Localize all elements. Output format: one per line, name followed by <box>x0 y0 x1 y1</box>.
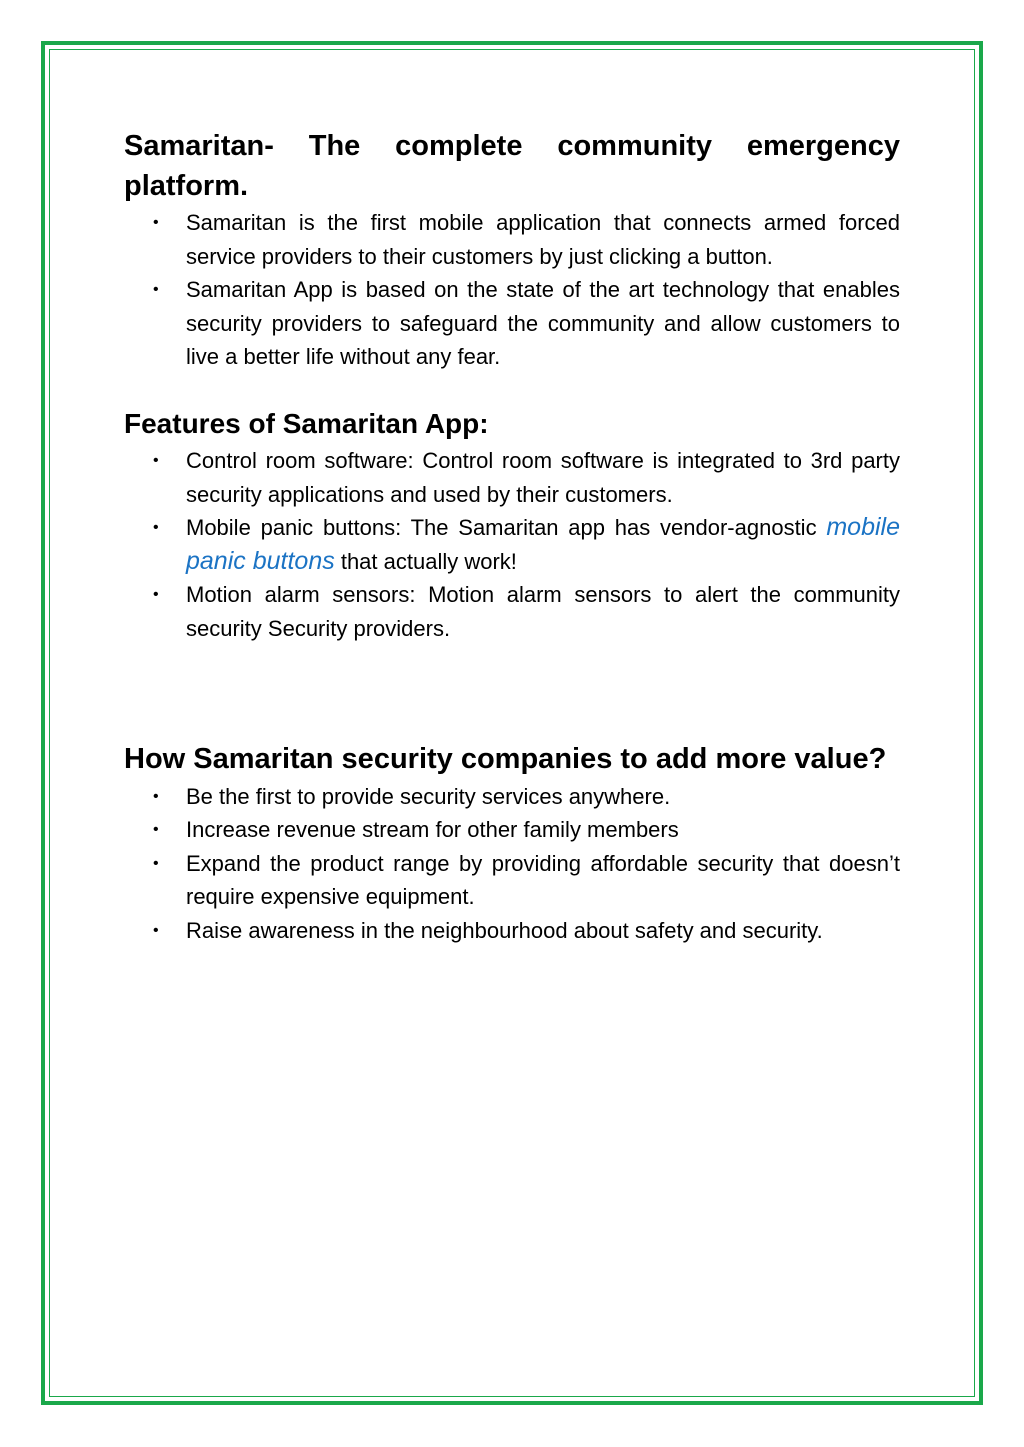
features-heading: Features of Samaritan App: <box>124 407 489 439</box>
features-list <box>124 444 900 646</box>
list-item <box>186 511 900 578</box>
panic-buttons-suffix: that actually work! <box>334 548 517 574</box>
list-item: • Be the first to provide security services anywhere. <box>186 780 900 814</box>
how-heading: How Samaritan security companies to add more value? <box>124 742 887 775</box>
document-body <box>124 122 900 948</box>
list-item: • Expand the product range by providing affordable security that doesn’t require expensive equipment. <box>186 847 900 914</box>
list-item: • Raise awareness in the neighbourhood about safety and security. <box>186 914 900 948</box>
list-item: • Control room software: Control room software is integrated to 3rd party security applications and used by their customers. <box>186 444 900 511</box>
how-list <box>124 780 900 948</box>
panic-buttons-text: Mobile panic buttons: The Samaritan app has vendor-agnostic <box>186 515 827 541</box>
list-item: • Motion alarm sensors: Motion alarm sensors to alert the community security Security providers. <box>186 578 900 645</box>
list-item: • Samaritan is the first mobile application that connects armed forced service providers to their customers by just clicking a button. <box>186 206 900 273</box>
document-title: Samaritan- The complete community emergency platform. <box>124 130 900 202</box>
intro-list <box>124 206 900 374</box>
mobile-panic-buttons-link[interactable]: mobile panic buttons <box>186 513 900 575</box>
list-item: • Increase revenue stream for other family members <box>186 813 900 847</box>
list-item: • Samaritan App is based on the state of the art technology that enables security providers to safeguard the community and allow customers to live a better life without any fear. <box>186 273 900 374</box>
